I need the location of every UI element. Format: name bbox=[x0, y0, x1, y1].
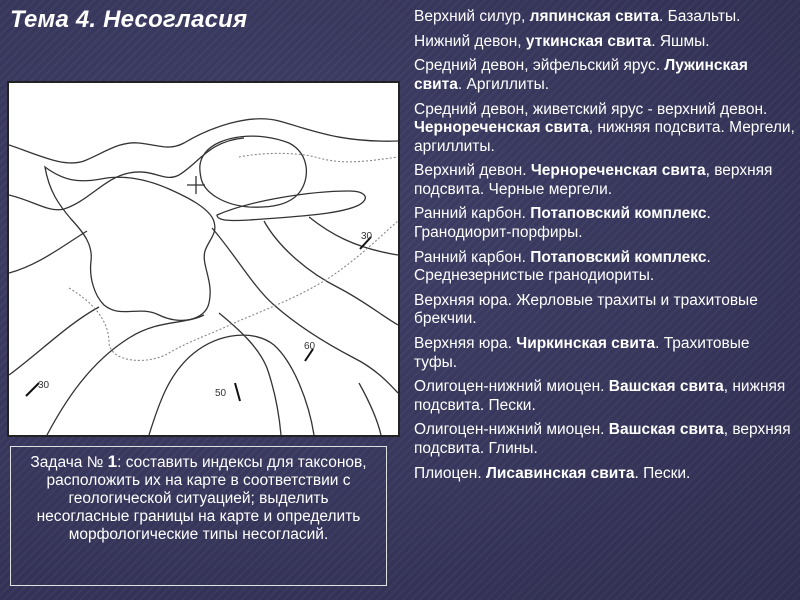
legend-item: Олигоцен-нижний миоцен. Вашская свита, нижняя подсвита. Пески. bbox=[414, 378, 786, 414]
task-number: 1 bbox=[107, 452, 118, 471]
legend-item: Верхняя юра. Чиркинская свита. Трахитовые туфы. bbox=[414, 335, 750, 371]
contact-line bbox=[219, 313, 281, 435]
contact-line bbox=[264, 221, 398, 325]
legend-item: Верхняя юра. Жерловые трахиты и трахитовые брекчии. bbox=[414, 291, 758, 328]
legend-item: Нижний девон, уткинская свита. Яшмы. bbox=[414, 32, 710, 50]
contact-line bbox=[9, 307, 99, 375]
legend-item: Плиоцен. Лисавинская свита. Пески. bbox=[414, 464, 691, 482]
contact-line bbox=[9, 231, 87, 273]
dip-label: 30 bbox=[38, 380, 50, 391]
contact-line bbox=[47, 315, 204, 435]
legend-item: Средний девон, живетский ярус - верхний девон. Черноречeнская свита, нижняя подсвита. Мергели, аргиллиты. bbox=[414, 100, 795, 155]
dip-strike-symbol bbox=[235, 383, 240, 401]
legend-item: Ранний карбон. Потаповский комплекс. Среднезернистые гранодиориты. bbox=[414, 248, 711, 285]
legend-item: Олигоцен-нижний миоцен. Вашская свита, верхняя подсвита. Глины. bbox=[414, 421, 791, 457]
task-text: : составить индексы для таксонов, расположить их на карте в соответствии с геологической ситуацией; выделить несогласные границы на карте и определить морфологические типы несогласий. bbox=[36, 454, 367, 543]
task-box bbox=[10, 446, 387, 586]
dashed-contact bbox=[239, 153, 398, 161]
task-prefix: Задача № bbox=[30, 454, 108, 471]
legend-item: Ранний карбон. Потаповский комплекс. Гранодиорит-порфиры. bbox=[414, 205, 711, 241]
dip-label: 30 bbox=[361, 231, 373, 242]
dip-label: 60 bbox=[304, 341, 316, 352]
cross-symbol bbox=[187, 176, 205, 194]
geologic-map bbox=[7, 81, 400, 437]
slide-title: Тема 4. Несогласия bbox=[10, 6, 248, 33]
legend-item: Верхний силур, ляпинская свита. Базальты. bbox=[414, 8, 741, 25]
central-body bbox=[45, 167, 215, 320]
legend-item: Верхний девон. Черноречeнская свита, верхняя подсвита. Черные мергели. bbox=[414, 162, 773, 198]
contact-line bbox=[212, 228, 398, 393]
dip-label: 50 bbox=[215, 388, 227, 399]
legend-list bbox=[414, 8, 796, 489]
contact-line bbox=[309, 217, 398, 255]
contact-line bbox=[359, 383, 381, 435]
legend-item: Средний девон, эйфельский ярус. Лужинская свита. Аргиллиты. bbox=[414, 57, 748, 93]
map-drawing bbox=[9, 83, 398, 435]
